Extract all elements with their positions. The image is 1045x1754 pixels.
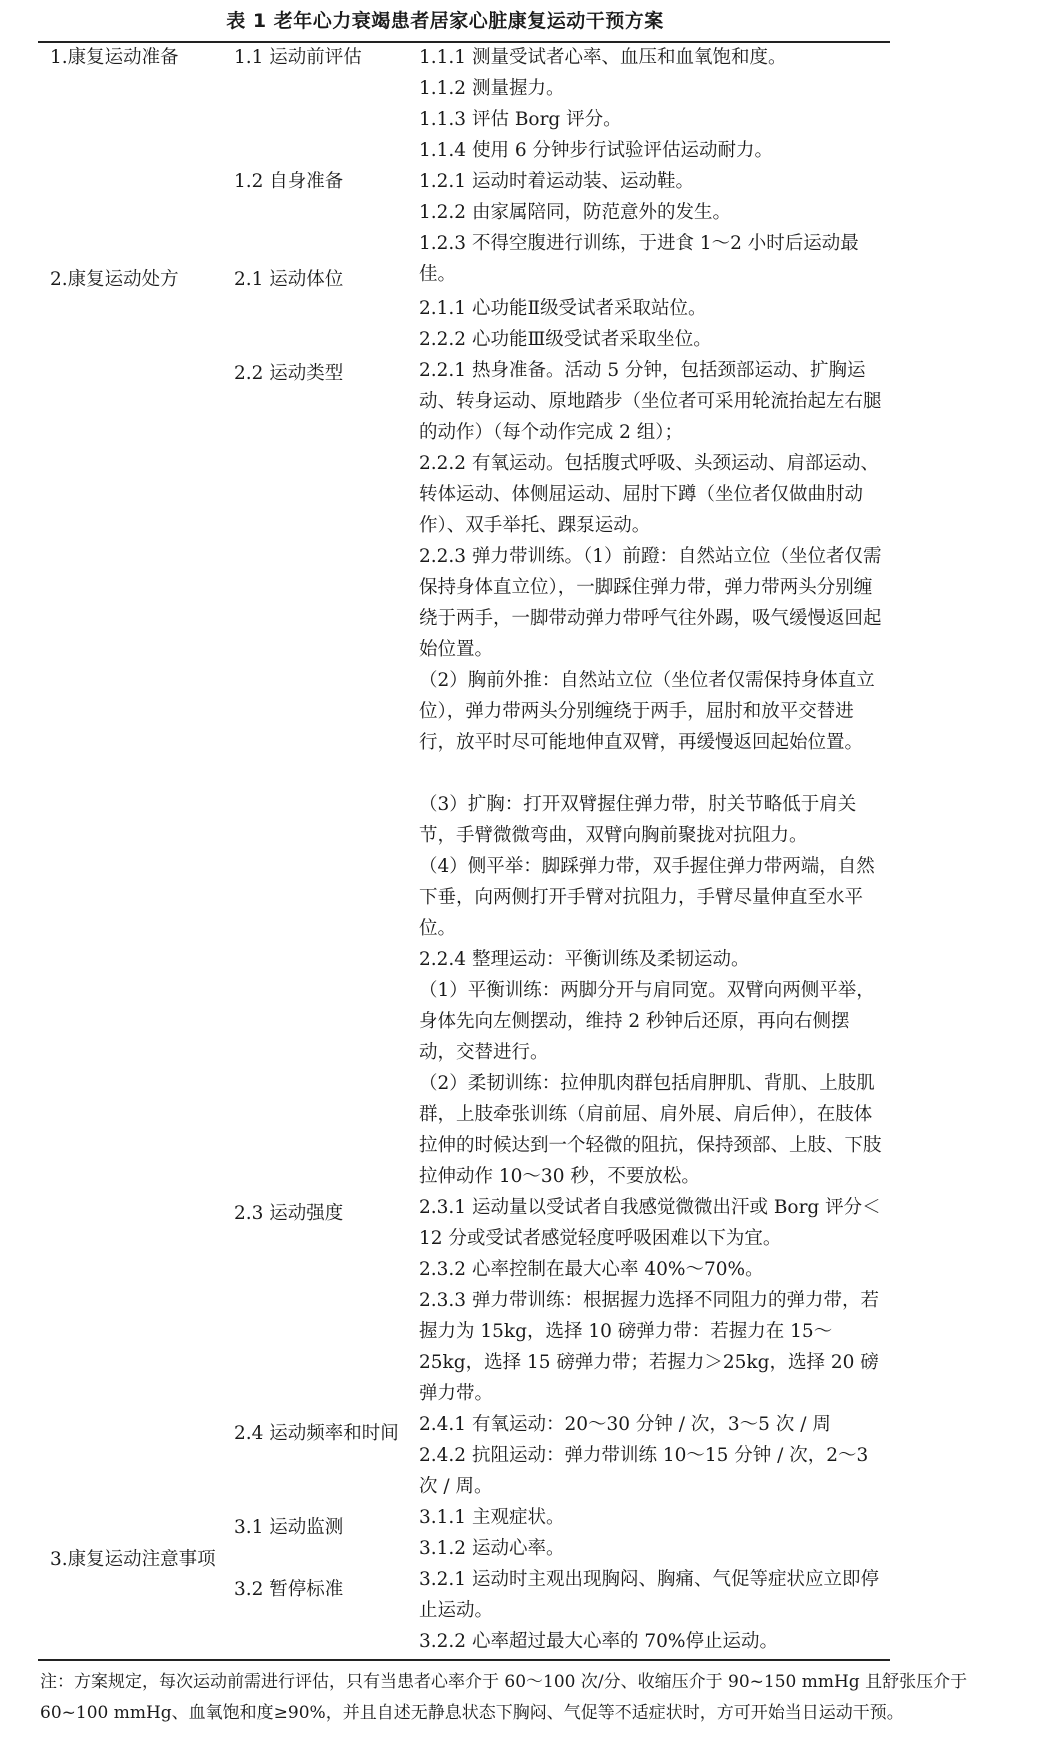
detail-2-2-1: 2.2.1 热身准备。活动 5 分钟，包括颈部运动、扩胸运动、转身运动、原地踏步（坐位者可采用轮流抬起左右腿的动作）（每个动作完成 2 组）； <box>419 360 882 443</box>
subcategory-3-1: 3.1 运动监测 <box>234 1517 344 1538</box>
detail-1-2-1: 1.2.1 运动时着运动装、运动鞋。 <box>419 171 694 192</box>
detail-1-1-4: 1.1.4 使用 6 分钟步行试验评估运动耐力。 <box>419 140 773 161</box>
detail-1-1-3: 1.1.3 评估 Borg 评分。 <box>419 109 622 130</box>
detail-2-3-2: 2.3.2 心率控制在最大心率 40%～70%。 <box>419 1259 764 1280</box>
subcategory-1-2: 1.2 自身准备 <box>234 171 344 192</box>
detail-2-3-3: 2.3.3 弹力带训练：根据握力选择不同阻力的弹力带，若握力为 15kg，选择 10 磅弹力带：若握力在 15～25kg，选择 15 磅弹力带；若握力＞25kg，选择 20 磅弹力带。 <box>419 1290 879 1404</box>
detail-3-1-1: 3.1.1 主观症状。 <box>419 1507 565 1528</box>
table-bottom-rule <box>38 1659 890 1661</box>
detail-1-1-1: 1.1.1 测量受试者心率、血压和血氧饱和度。 <box>419 47 787 68</box>
detail-1-1-2: 1.1.2 测量握力。 <box>419 78 565 99</box>
detail-2-3-1: 2.3.1 运动量以受试者自我感觉微微出汗或 Borg 评分＜12 分或受试者感觉轻度呼吸困难以下为宜。 <box>419 1197 881 1249</box>
detail-2-4-2: 2.4.2 抗阻运动：弹力带训练 10～15 分钟 / 次，2～3 次 / 周。 <box>419 1445 869 1497</box>
table-title: 表 1 老年心力衰竭患者居家心脏康复运动干预方案 <box>226 10 664 32</box>
detail-2-2-3-chest: （3）扩胸：打开双臂握住弹力带，肘关节略低于肩关节，手臂微微弯曲，双臂向胸前聚拢对抗阻力。 <box>419 794 857 846</box>
detail-2-4-1: 2.4.1 有氧运动：20～30 分钟 / 次，3～5 次 / 周 <box>419 1414 831 1435</box>
detail-2-1-1: 2.1.1 心功能Ⅱ级受试者采取站位。 <box>419 298 707 319</box>
detail-3-2-2: 3.2.2 心率超过最大心率的 70%停止运动。 <box>419 1631 778 1652</box>
detail-2-2-3: 2.2.3 弹力带训练。（1）前蹬：自然站立位（坐位者仅需保持身体直立位），一脚踩住弹力带，弹力带两头分别缠绕于两手，一脚带动弹力带呼气往外踢，吸气缓慢返回起始位置。 <box>419 546 882 660</box>
detail-1-2-2: 1.2.2 由家属陪同，防范意外的发生。 <box>419 202 731 223</box>
detail-2-2-3-lateral: （4）侧平举：脚踩弹力带，双手握住弹力带两端，自然下垂，向两侧打开手臂对抗阻力，手臂尽量伸直至水平位。 <box>419 856 875 939</box>
table-note: 注：方案规定，每次运动前需进行评估，只有当患者心率介于 60～100 次/分、收缩压介于 90~150 mmHg 且舒张压介于 60~100 mmHg、血氧饱和度≥90%，并且自述无静息状态下胸闷、气促等不适症状时，方可开始当日运动干预。 <box>40 1672 968 1723</box>
category-2: 2.康复运动处方 <box>50 269 179 290</box>
detail-2-2-2: 2.2.2 有氧运动。包括腹式呼吸、头颈运动、肩部运动、转体运动、体侧屈运动、屈肘下蹲（坐位者仅做曲肘动作）、双手举托、踝泵运动。 <box>419 453 879 536</box>
detail-2-2-4-flex: （2）柔韧训练：拉伸肌肉群包括肩胛肌、背肌、上肢肌群，上肢牵张训练（肩前屈、肩外展、肩后伸），在肢体拉伸的时候达到一个轻微的阻抗，保持颈部、上肢、下肢拉伸动作 10～30 秒，不要放松。 <box>419 1073 882 1187</box>
detail-2-2-4: 2.2.4 整理运动：平衡训练及柔韧运动。 <box>419 949 750 970</box>
subcategory-2-3: 2.3 运动强度 <box>234 1203 344 1224</box>
category-1: 1.康复运动准备 <box>50 47 179 68</box>
subcategory-1-1: 1.1 运动前评估 <box>234 47 362 68</box>
detail-1-2-3: 1.2.3 不得空腹进行训练，于进食 1～2 小时后运动最佳。 <box>419 233 859 285</box>
subcategory-2-1: 2.1 运动体位 <box>234 269 344 290</box>
subcategory-3-2: 3.2 暂停标准 <box>234 1579 344 1600</box>
detail-3-1-2: 3.1.2 运动心率。 <box>419 1538 565 1559</box>
detail-2-2-3-push: （2）胸前外推：自然站立位（坐位者仅需保持身体直立位），弹力带两头分别缠绕于两手，屈肘和放平交替进行，放平时尽可能地伸直双臂，再缓慢返回起始位置。 <box>419 670 875 753</box>
subcategory-2-2: 2.2 运动类型 <box>234 363 344 384</box>
detail-3-2-1: 3.2.1 运动时主观出现胸闷、胸痛、气促等症状应立即停止运动。 <box>419 1569 879 1621</box>
subcategory-2-4: 2.4 运动频率和时间 <box>234 1423 399 1444</box>
detail-2-1-2: 2.2.2 心功能Ⅲ级受试者采取坐位。 <box>419 329 712 350</box>
detail-2-2-4-balance: （1）平衡训练：两脚分开与肩同宽。双臂向两侧平举，身体先向左侧摆动，维持 2 秒钟后还原，再向右侧摆动，交替进行。 <box>419 980 875 1063</box>
category-3: 3.康复运动注意事项 <box>50 1549 216 1570</box>
